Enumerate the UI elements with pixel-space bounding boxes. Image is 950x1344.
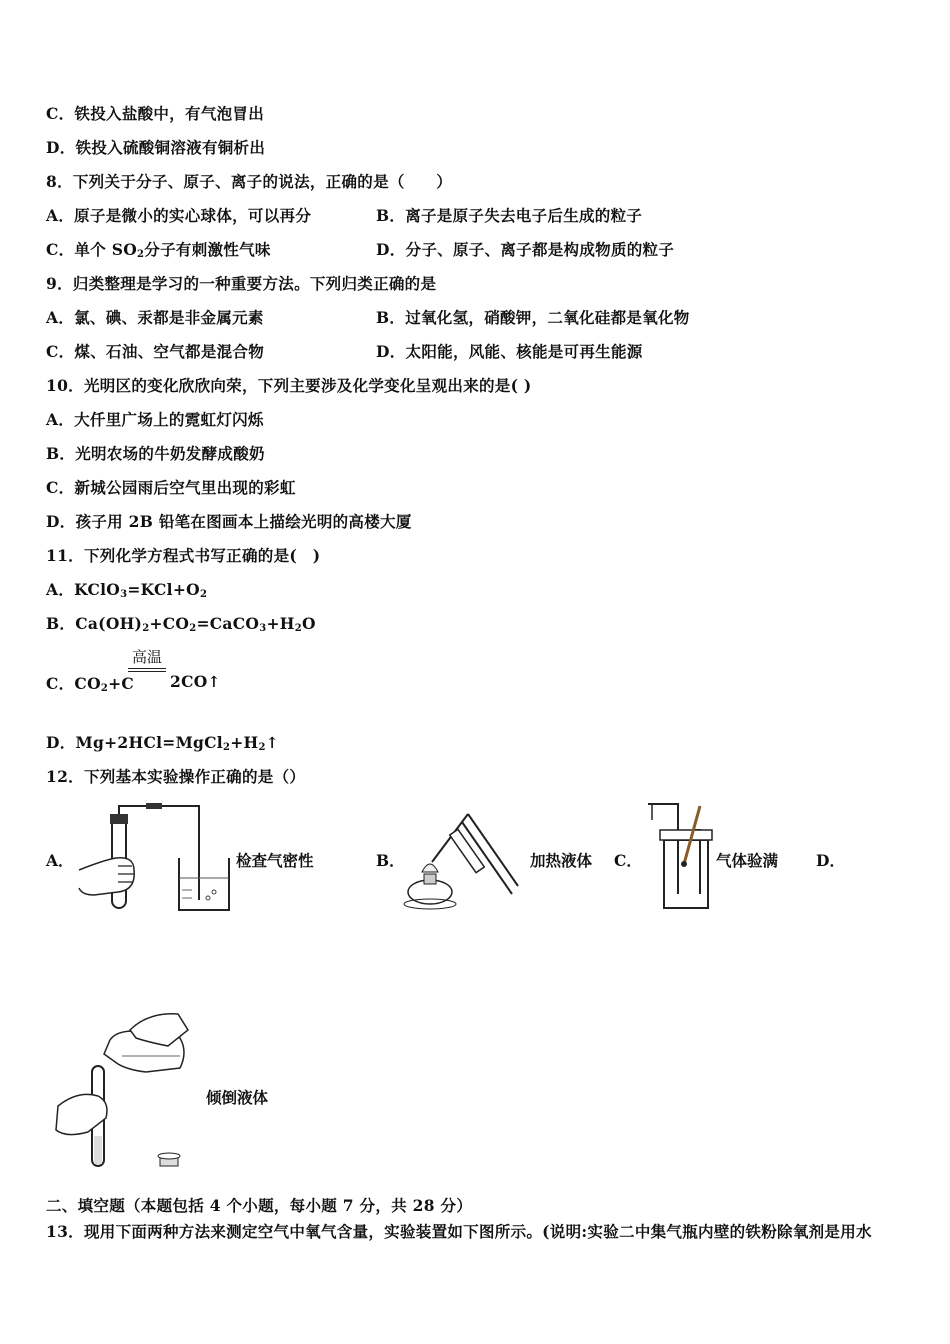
q11-c-condition: 高温 [131,648,162,666]
q11-option-c-right: 2CO↑ [170,672,221,691]
q12-option-c-label: 气体验满 [716,851,779,870]
q9-option-c: C．煤、石油、空气都是混合物 [46,342,265,361]
q9-option-a: A．氯、碘、汞都是非金属元素 [46,308,264,327]
airtight-check-illustration [74,800,239,916]
q11-option-c-left: C．$CO_2+C$ [46,674,135,694]
q12-option-d-label: 倾倒液体 [206,1088,269,1107]
q12-option-b-letter: B． [376,851,405,870]
q8-option-d: D．分子、原子、离子都是构成物质的粒子 [376,240,675,259]
question-12: 12．下列基本实验操作正确的是（） [46,767,306,786]
section-2-heading: 二、填空题（本题包括 4 个小题，每小题 7 分，共 28 分） [46,1196,473,1215]
q10-option-d: D．孩子用 2B 铅笔在图画本上描绘光明的高楼大厦 [46,512,412,531]
gas-full-test-illustration [646,800,716,914]
option-d-iron-copper: D．铁投入硫酸铜溶液有铜析出 [46,138,266,157]
q12-option-a-letter: A． [46,851,74,870]
q12-option-d-letter: D． [816,851,845,870]
q11-option-a: A．$KClO_3=KCl+O_2$ [46,580,208,600]
question-9: 9．归类整理是学习的一种重要方法。下列归类正确的是 [46,274,437,293]
question-8: 8．下列关于分子、原子、离子的说法，正确的是（ ） [46,172,453,191]
q10-option-a: A．大仟里广场上的霓虹灯闪烁 [46,410,264,429]
q9-option-d: D．太阳能，风能、核能是可再生能源 [376,342,643,361]
q12-option-c-letter: C． [614,851,642,870]
question-13: 13．现用下面两种方法来测定空气中氧气含量，实验装置如下图所示。(说明:实验二中集气瓶内壁的铁粉除氧剂是用水 [46,1222,872,1241]
q8-option-c: C．单个 $SO_2$分子有刺激性气味 [46,240,271,260]
q11-option-d: D．$Mg+2HCl=MgCl_2+H_2↑$ [46,733,280,753]
q11-option-b: B．$Ca(OH)_2+CO_2=CaCO_3+H_2O$ [46,614,316,634]
option-c-iron-acid: C．铁投入盐酸中，有气泡冒出 [46,104,265,123]
question-10: 10．光明区的变化欣欣向荣，下列主要涉及化学变化呈观出来的是( ) [46,376,532,395]
q12-option-a-label: 检查气密性 [236,851,314,870]
q10-option-b: B．光明农场的牛奶发酵成酸奶 [46,444,265,463]
q8-option-a: A．原子是微小的实心球体，可以再分 [46,206,312,225]
q9-option-b: B．过氧化氢，硝酸钾，二氧化硅都是氧化物 [376,308,690,327]
q8-option-b: B．离子是原子失去电子后生成的粒子 [376,206,643,225]
question-11: 11．下列化学方程式书写正确的是( ) [46,546,321,565]
q10-option-c: C．新城公园雨后空气里出现的彩虹 [46,478,296,497]
heating-liquid-illustration [400,808,525,912]
q12-option-b-label: 加热液体 [530,851,593,870]
pouring-liquid-illustration [48,1006,198,1174]
